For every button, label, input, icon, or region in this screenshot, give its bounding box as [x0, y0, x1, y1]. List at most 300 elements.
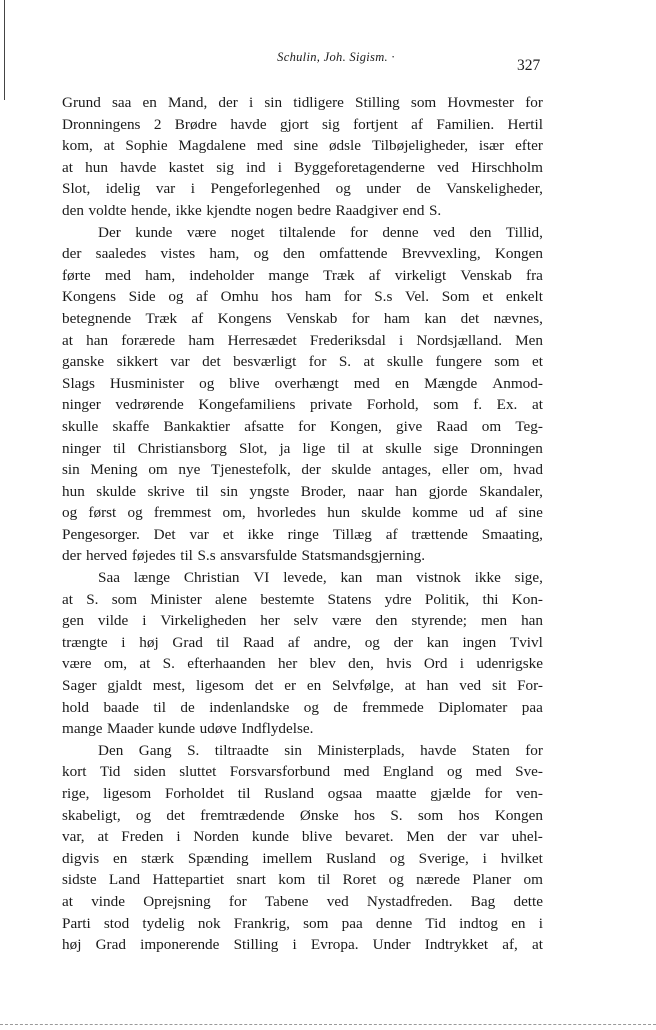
word: efterhaanden [187, 655, 266, 673]
word: Nordsjælland. [416, 331, 502, 349]
word: levede, [283, 569, 327, 587]
word: at [139, 655, 151, 673]
word: denne [382, 223, 419, 241]
word: havde [420, 741, 457, 759]
text-line [62, 178, 543, 200]
word: Slot, [239, 439, 268, 457]
word: til [196, 482, 209, 500]
word: skulde [96, 482, 136, 500]
word: ham, [145, 266, 176, 284]
word: for [308, 353, 327, 371]
text-line [62, 92, 543, 114]
word: i [538, 914, 543, 932]
word: Staten [471, 741, 510, 759]
word: Bag [470, 892, 496, 910]
word: Men [406, 828, 435, 846]
text-line [62, 934, 543, 956]
word: Oprejsning [143, 892, 211, 910]
word: til [180, 547, 193, 565]
text-line [62, 481, 543, 503]
word: 2 [153, 115, 162, 133]
word: med [104, 266, 131, 284]
word: skulle [385, 439, 422, 457]
word: og [447, 763, 463, 781]
word: Venskab [285, 309, 338, 327]
word: Sager [62, 677, 97, 695]
word: i [292, 936, 297, 954]
word: trættende [411, 525, 468, 543]
word: ham [383, 309, 410, 327]
word: Maader [107, 720, 154, 738]
word: til [153, 698, 166, 716]
word: Tid [425, 914, 446, 932]
word: førte [62, 266, 91, 284]
text-line [62, 653, 543, 675]
word: Byggeforetagenderne [294, 158, 425, 176]
word: vistes [160, 245, 196, 263]
word: kjendte [206, 201, 252, 219]
word: at [62, 892, 73, 910]
word: en [112, 849, 128, 867]
word: kunde [135, 223, 173, 241]
word: her [260, 612, 280, 630]
word: Gang [138, 741, 172, 759]
word: de [180, 698, 195, 716]
word: Christiansborg [137, 439, 227, 457]
word: saaledes [95, 245, 147, 263]
word: der [218, 94, 238, 111]
word: ringe [287, 525, 319, 543]
word: det [166, 806, 185, 824]
word: Tillæg [332, 525, 372, 543]
word: høj [62, 936, 82, 954]
word: ansvarsfulde [220, 547, 297, 565]
word: Raadgiver [335, 201, 398, 219]
word: sin [264, 94, 283, 111]
word: Slags [62, 374, 95, 392]
word: Forsvarsforbund [229, 763, 331, 781]
word: men [480, 612, 508, 630]
word: ganske [62, 353, 105, 371]
word: var [170, 353, 190, 371]
word: Dronningens [62, 115, 141, 133]
word: Sverige, [418, 849, 469, 867]
word: Stilling [233, 936, 279, 954]
word: Kon- [511, 590, 543, 608]
word: Hertil [507, 115, 543, 133]
word: med [475, 763, 502, 781]
word: ydre [384, 590, 412, 608]
word: Omhu [220, 288, 259, 306]
word: ikke [247, 525, 274, 543]
word: for [350, 223, 368, 241]
word: forærede [121, 331, 176, 349]
word: Roret [342, 871, 377, 889]
word: Der [98, 223, 121, 241]
word: imellem [262, 849, 313, 867]
word: overhængt [274, 374, 339, 392]
word: Nystadfreden. [366, 892, 453, 910]
word: besværligt [233, 353, 297, 371]
word: Ord [423, 655, 448, 673]
word: af [495, 504, 508, 522]
word: Vel. [405, 288, 430, 306]
text-line [62, 805, 543, 827]
word: de [416, 180, 431, 198]
word: ind [246, 158, 266, 176]
word: Mand, [168, 94, 208, 111]
text-line [62, 330, 543, 352]
text-line [62, 589, 543, 611]
word: af [368, 266, 381, 284]
word: af [411, 115, 423, 133]
word: Forhold, [366, 396, 419, 414]
word: som [494, 353, 520, 371]
word: sin [62, 461, 80, 479]
word: med [343, 763, 370, 781]
word: Rusland [326, 849, 376, 867]
word: var [155, 180, 176, 198]
word: for [351, 309, 370, 327]
text-line [62, 675, 543, 697]
word: den [283, 245, 305, 263]
word: Statsmandsgjerning. [301, 547, 426, 565]
word: Virkeligheden [160, 612, 247, 630]
word: og [303, 698, 319, 716]
word: at [363, 353, 375, 371]
word: for [228, 892, 247, 910]
text-line [62, 135, 543, 157]
word: Rusland [264, 785, 314, 802]
word: ødsle [328, 137, 362, 155]
word: skabeligt, [62, 806, 121, 824]
word: kom, [62, 137, 93, 155]
word: ud [468, 504, 485, 522]
word: Herresædet [227, 331, 297, 349]
text-line [62, 222, 543, 244]
word: Broder, [300, 482, 347, 500]
word: ham, [209, 245, 240, 263]
word: skulde [361, 504, 401, 522]
word: Sophie [125, 137, 168, 155]
word: først [88, 504, 117, 522]
text-line [62, 286, 543, 308]
word: som [410, 94, 437, 111]
word: ikke [474, 569, 501, 587]
text-line [62, 351, 543, 373]
word: blive [229, 374, 260, 392]
word: sine [293, 137, 319, 155]
word: i [248, 94, 254, 111]
word: sig [322, 115, 340, 133]
word: Husminister [109, 374, 185, 392]
word: Evropa. [310, 936, 359, 954]
word: yngste [249, 482, 290, 500]
word: Saa [98, 569, 120, 587]
word: hvis [386, 655, 412, 673]
word: et [532, 353, 543, 371]
text-line [62, 394, 543, 416]
word: at [404, 677, 416, 695]
word: Tilbøjeligheder, [371, 137, 469, 155]
text-line [62, 200, 543, 222]
word: Raad [242, 633, 275, 651]
word: i [142, 612, 147, 630]
word: ligesom [103, 785, 152, 802]
word: styrende; [411, 612, 468, 630]
word: og [62, 504, 78, 522]
word: fortjent [353, 115, 398, 133]
word: og [199, 374, 215, 392]
word: gjaldt [107, 677, 142, 695]
word: Teg- [515, 417, 543, 435]
word: ninger [62, 396, 101, 414]
word: antages, [381, 461, 432, 479]
word: thi [482, 590, 499, 608]
word: Stilling [355, 94, 400, 111]
word: i [121, 633, 126, 651]
word: er [284, 677, 297, 695]
text-line [62, 265, 543, 287]
word: sin [284, 741, 302, 759]
word: siden [133, 763, 166, 781]
word: gjorde [428, 482, 468, 500]
word: afsatte [244, 417, 284, 435]
word: voldte [88, 201, 127, 219]
word: ogsaa [327, 785, 363, 802]
word: Hattepartiet [152, 871, 225, 889]
word: med [256, 137, 283, 155]
word: indenlandske [209, 698, 290, 716]
word: Tjenestefolk, [211, 461, 291, 479]
word: Ex. [496, 396, 518, 414]
word: Træk [323, 266, 355, 284]
word: enkelt [505, 288, 543, 306]
word: sine [518, 504, 543, 522]
word: Mening [90, 461, 138, 479]
word: udenrigske [476, 655, 543, 673]
word: Tillid, [505, 223, 543, 241]
word: især [478, 137, 505, 155]
word: S.s [197, 547, 216, 565]
word: til [112, 439, 126, 457]
word: dette [513, 892, 543, 910]
text-line [62, 438, 543, 460]
word: Mængde [424, 374, 478, 392]
word: S. [162, 655, 175, 673]
word: nærede [416, 871, 461, 889]
word: paa [521, 698, 543, 716]
word: og [389, 849, 405, 867]
word: Brødre [174, 115, 217, 133]
word: ved [437, 158, 459, 176]
word: S. [390, 806, 403, 824]
word: Politik, [424, 590, 470, 608]
text-line [62, 610, 543, 632]
text-line [62, 632, 543, 654]
word: mest, [152, 677, 186, 695]
word: end [402, 201, 425, 219]
text-line [62, 373, 543, 395]
word: stod [103, 914, 130, 932]
word: Som [441, 288, 470, 306]
word: udøve [199, 720, 237, 738]
word: bevaret. [345, 828, 394, 846]
word: For- [517, 677, 543, 695]
word: komme [412, 504, 458, 522]
word: han [521, 612, 543, 630]
word: bedre [297, 201, 331, 219]
word: herved [85, 547, 128, 565]
word: imponerende [140, 936, 220, 954]
word: være [62, 655, 92, 673]
word: ingen [462, 633, 497, 651]
word: Hovmester [447, 94, 515, 111]
word: ligesom [196, 677, 245, 695]
word: nogen [255, 201, 293, 219]
word: at [62, 331, 73, 349]
word: ninger [62, 439, 101, 457]
word: hvad [513, 461, 543, 479]
word: den [469, 223, 492, 241]
word: England [383, 763, 434, 781]
text-line [62, 697, 543, 719]
word: til [237, 785, 251, 802]
word: indeholder [189, 266, 255, 284]
word: Grund [62, 94, 101, 111]
word: vinde [91, 892, 125, 910]
word: indtog [459, 914, 498, 932]
word: uhel- [511, 828, 543, 846]
word: om, [103, 655, 128, 673]
word: Dronningen [470, 439, 543, 457]
word: en [394, 374, 410, 392]
word: snart [236, 871, 266, 889]
word: som [433, 396, 459, 414]
word: af [191, 309, 204, 327]
text-line [62, 416, 543, 438]
word: længe [133, 569, 171, 587]
word: der [301, 461, 321, 479]
word: at [531, 936, 543, 954]
page-number: 327 [517, 57, 541, 74]
text-line [62, 848, 543, 870]
word: kastet [168, 158, 205, 176]
word: den, [348, 655, 374, 673]
word: S. [86, 590, 99, 608]
text-line [62, 308, 543, 330]
word: Frederiksdal [309, 331, 386, 349]
word: betegnende [62, 309, 132, 327]
word: han [426, 677, 449, 695]
word: en [306, 677, 322, 695]
word: Bankaktier [163, 417, 231, 435]
word: i [176, 828, 181, 846]
word: digvis [62, 849, 100, 867]
word: at [531, 396, 543, 414]
word: for [525, 94, 543, 111]
word: nævnes, [493, 309, 543, 327]
word: kom [278, 871, 306, 889]
word: Freden [121, 828, 164, 846]
word: den [375, 612, 398, 630]
word: Under [372, 936, 411, 954]
word: ham [305, 288, 332, 306]
word: at [62, 590, 73, 608]
word: Kongens [217, 309, 272, 327]
word: om [523, 871, 543, 889]
text-line [62, 545, 543, 567]
word: med [353, 374, 380, 392]
word: at [103, 137, 115, 155]
word: nye [178, 461, 201, 479]
word: nok [197, 914, 221, 932]
text-line [62, 114, 543, 136]
word: private [309, 396, 353, 414]
word: fungere [435, 353, 482, 371]
word: være [332, 612, 362, 630]
word: Statens [327, 590, 372, 608]
word: skulle [62, 417, 99, 435]
word: saa [111, 94, 132, 111]
word: at [362, 439, 374, 457]
word: var [189, 525, 209, 543]
word: Men [515, 331, 543, 349]
word: ja [279, 439, 291, 457]
word: var, [62, 828, 85, 846]
word: tiltalende [279, 223, 336, 241]
word: hos [271, 288, 293, 306]
text-line [62, 869, 543, 891]
word: et [222, 525, 234, 543]
word: der [393, 633, 414, 651]
word: hos [458, 806, 480, 824]
word: paa [341, 914, 363, 932]
text-line [62, 567, 543, 589]
word: Den [98, 741, 124, 759]
word: andre, [313, 633, 351, 651]
bottom-edge-rule [0, 1024, 656, 1026]
word: sidste [62, 871, 97, 889]
word: tidligere [293, 94, 344, 111]
word: af [385, 525, 398, 543]
word: fra [526, 266, 543, 284]
word: hun [85, 158, 108, 176]
word: selv [293, 612, 319, 630]
word: Land [108, 871, 141, 889]
word: af [287, 633, 300, 651]
word: høj [139, 633, 159, 651]
word: om, [222, 504, 246, 522]
text-line [62, 502, 543, 524]
text-line [62, 826, 543, 848]
text-line [62, 524, 543, 546]
word: og [335, 180, 351, 198]
word: han [86, 331, 109, 349]
word: fremmest [153, 504, 212, 522]
word: denne [375, 914, 413, 932]
word: som [111, 590, 138, 608]
word: og [127, 504, 143, 522]
text-line [62, 891, 543, 913]
body-text [62, 92, 543, 956]
word: noget [230, 223, 265, 241]
word: Grad [172, 633, 203, 651]
word: Ønske [299, 806, 339, 824]
word: og [364, 633, 380, 651]
word: Selvfølge, [331, 677, 394, 695]
word: naar [357, 482, 384, 500]
